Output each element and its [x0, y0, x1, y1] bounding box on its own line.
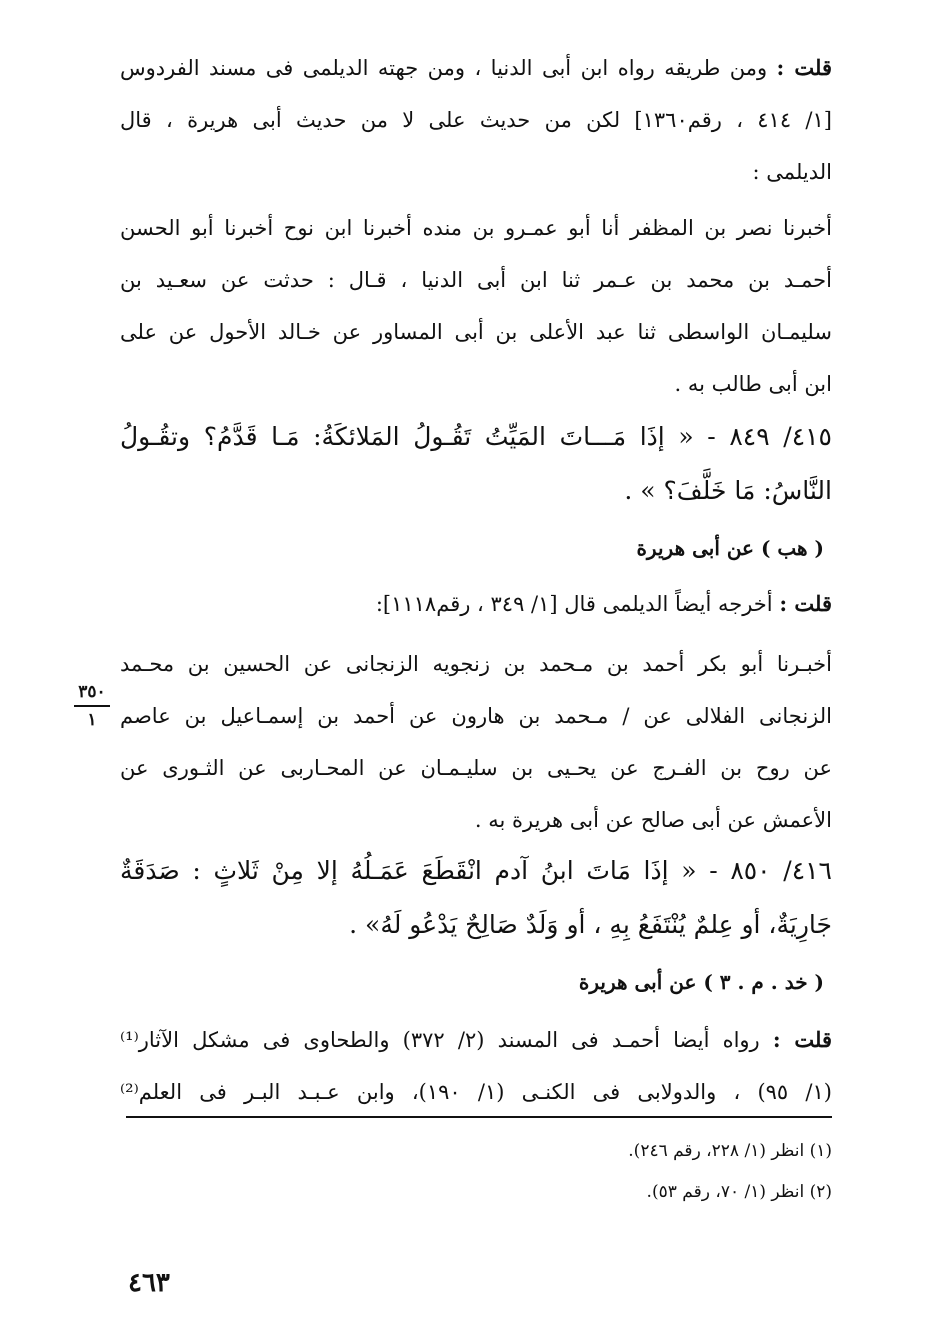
page-number: ٤٦٣ — [128, 1268, 170, 1298]
footnote-2: (٢) انظر (١/ ٧٠، رقم ٥٣). — [646, 1182, 832, 1202]
paragraph-qult-1 — [120, 42, 832, 198]
text-line: عن روح بن الفـرج عن يحـيى بن سليـمـان عن المحـاربى عن الثـورى عن — [120, 756, 832, 780]
text-line: سليمـان الواسطى ثنا عبد الأعلى بن أبى المساور عن خـالد الأحول عن على — [120, 320, 832, 344]
qult-label: قلت : — [776, 55, 832, 80]
paragraph-qult-3 — [120, 1014, 832, 1118]
text-line: ابن أبى طالب به . — [674, 372, 832, 396]
text-line: أخبرنا نصر بن المظفر أنا أبو عمـرو بن منده أخبرنا ابن نوح أخبرنا أبو الحسن — [120, 216, 832, 240]
text-line: الأعمش عن أبى صالح عن أبى هريرة به . — [474, 808, 832, 832]
margin-folio-note — [62, 682, 122, 730]
paragraph-qult-2 — [120, 578, 832, 630]
text-line: قلت : ومن طريقه رواه ابن أبى الدنيا ، ومن جهته الديلمى فى مسند الفردوس — [120, 55, 832, 80]
text-line: قلت : أخرجه أيضاً الديلمى قال [١/ ٣٤٩ ، رقم١١١٨]: — [375, 591, 832, 616]
hadith-415 — [120, 410, 832, 518]
source-reference-416: ( خد . م . ٣ ) عن أبى هريرة — [578, 970, 824, 994]
text-line: الزنجانى الفلالى عن / مـحمد بن هارون عن أحمد بن إسمـاعيل بن عاصم — [120, 704, 832, 728]
hadith-line: ٤١٥/ ٨٤٩ - « إذَا مَـــاتَ المَيِّتُ تَقُـولُ المَلائكَةُ: مَـا قَدَّمُ؟ وتقُـولُ — [120, 422, 832, 451]
source-reference-415: ( هب ) عن أبى هريرة — [636, 536, 824, 560]
text-line: الديلمى : — [752, 160, 832, 184]
text-line: أحمـد بن محمد بن عـمر ثنا ابن أبى الدنيا ، قـال : حدثت عن سعـيد بن — [120, 268, 832, 292]
margin-folio-number: ٣٥٠ — [78, 682, 106, 702]
text-line: أخبـرنا أبو بكر أحمد بن مـحمد بن زنجويه الزنجانى عن الحسين بن محـمد — [120, 652, 832, 676]
text-line: قلت : رواه أيضا أحمـد فى المسند (٢/ ٣٧٢) والطحاوى فى مشكل الآثار⁽¹⁾ — [120, 1027, 832, 1052]
footnote-1: (١) انظر (١/ ٢٢٨، رقم ٢٤٦). — [628, 1141, 832, 1161]
text-line: (١/ ٩٥) ، والدولابى فى الكنـى (١/ ١٩٠)، وابن عـبـد البـر فى العلم⁽²⁾ — [120, 1080, 832, 1104]
hadith-416 — [120, 844, 832, 952]
margin-folio-side: ١ — [87, 710, 97, 730]
qult-label: قلت : — [779, 591, 832, 616]
hadith-line: ٤١٦/ ٨٥٠ - « إذَا مَاتَ ابنُ آدم انْقَطَعَ عَمَـلُهُ إلا مِنْ ثَلاثٍ : صَدَقَةٌ — [120, 856, 832, 885]
margin-divider — [74, 705, 110, 707]
paragraph-isnad-2 — [120, 638, 832, 846]
paragraph-isnad-1 — [120, 202, 832, 410]
hadith-line: النَّاسُ: مَا خَلَّفَ؟ » . — [624, 476, 832, 505]
footnote-separator — [126, 1116, 832, 1118]
qult-label: قلت : — [772, 1027, 832, 1052]
hadith-line: جَارِيَةٌ، أو عِلمٌ يُنْتَفَعُ بِهِ ، أو وَلَدٌ صَالِحٌ يَدْعُو لَهُ» . — [349, 910, 832, 939]
text-line: [١/ ٤١٤ ، رقم١٣٦٠] لكن من حديث على لا من حديث أبى هريرة ، قال — [120, 108, 832, 132]
